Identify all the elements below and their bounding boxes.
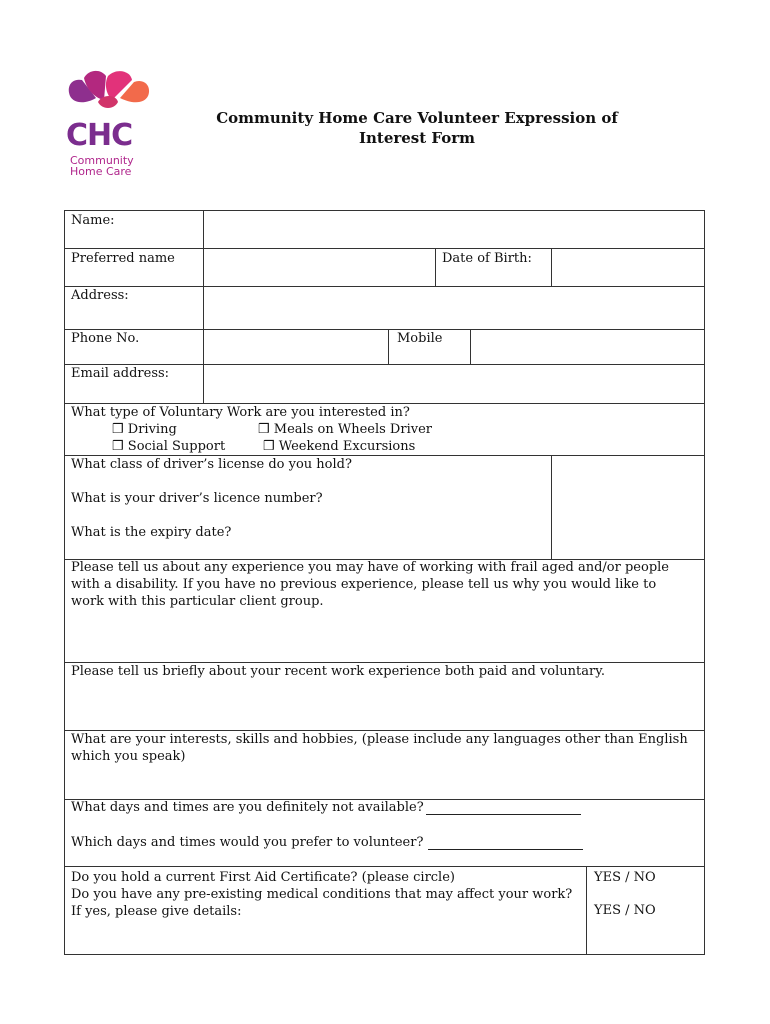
address-label: Address: [71, 288, 129, 303]
form-title [200, 108, 634, 148]
option-social-support[interactable] [112, 438, 225, 455]
option-driving-label: Driving [127, 422, 177, 437]
checkbox-icon[interactable]: ❒ [263, 439, 275, 454]
first-aid-question: Do you hold a current First Aid Certificate? (please circle) [71, 870, 455, 885]
form-title-line2: Interest Form [358, 129, 476, 147]
date-of-birth-input[interactable] [552, 249, 704, 286]
option-weekend-excursions[interactable] [263, 438, 415, 455]
checkbox-icon[interactable]: ❒ [258, 422, 270, 437]
checkbox-icon[interactable]: ❒ [112, 422, 124, 437]
table-border [64, 210, 65, 955]
phone-input[interactable] [204, 330, 388, 364]
recent-work-input[interactable] [65, 690, 704, 730]
details-prompt: If yes, please give details: [71, 904, 242, 919]
name-label: Name: [71, 213, 115, 228]
table-border [64, 954, 705, 955]
prefer-volunteer-question: Which days and times would you prefer to volunteer? [71, 835, 424, 850]
license-class-question: What class of driver’s license do you hold? [71, 457, 352, 472]
checkbox-icon[interactable]: ❒ [112, 439, 124, 454]
logo-subtitle-line2: Home Care [70, 165, 132, 178]
logo-text: CHC [66, 118, 133, 153]
first-aid-yes-no[interactable]: YES / NO [594, 870, 656, 885]
volunteer-form-table [64, 210, 704, 955]
interests-question-line2: which you speak) [71, 749, 186, 764]
column-divider [586, 866, 587, 955]
medical-details-input[interactable] [65, 920, 586, 954]
email-label: Email address: [71, 366, 170, 381]
option-meals-on-wheels[interactable] [258, 421, 432, 438]
interests-input[interactable] [65, 775, 704, 799]
option-social-label: Social Support [127, 439, 226, 454]
not-available-answer-line[interactable] [426, 814, 581, 815]
mobile-input[interactable] [471, 330, 704, 364]
experience-question-line2: with a disability. If you have no previous experience, please tell us why you would like to [71, 577, 657, 592]
logo-subtitle [70, 155, 134, 177]
dob-label: Date of Birth: [442, 251, 532, 266]
medical-yes-no[interactable]: YES / NO [594, 903, 656, 918]
preferred-name-input[interactable] [204, 249, 435, 286]
email-input[interactable] [204, 365, 704, 403]
option-weekend-label: Weekend Excursions [278, 439, 416, 454]
column-divider [435, 248, 436, 286]
chc-logo [62, 66, 162, 186]
heart-petals-icon [62, 66, 162, 118]
experience-question-line1: Please tell us about any experience you may have of working with frail aged and/or people [71, 560, 669, 575]
form-title-line1: Community Home Care Volunteer Expression of [216, 109, 618, 127]
option-meals-label: Meals on Wheels Driver [273, 422, 432, 437]
license-number-question: What is your driver’s licence number? [71, 491, 323, 506]
voluntary-work-question: What type of Voluntary Work are you interested in? [71, 405, 410, 420]
experience-question-line3: work with this particular client group. [71, 594, 324, 609]
table-border [704, 210, 705, 955]
recent-work-question: Please tell us briefly about your recent work experience both paid and voluntary. [71, 664, 605, 679]
not-available-question: What days and times are you definitely not available? [71, 800, 424, 815]
phone-label: Phone No. [71, 331, 140, 346]
interests-question-line1: What are your interests, skills and hobbies, (please include any languages other than English [71, 732, 688, 747]
preferred-name-label: Preferred name [71, 251, 175, 266]
experience-input[interactable] [65, 605, 704, 662]
license-details-input[interactable] [552, 456, 704, 559]
address-input[interactable] [204, 287, 704, 329]
logo-subtitle-line1: Community [70, 154, 134, 167]
medical-question: Do you have any pre-existing medical conditions that may affect your work? [71, 887, 573, 902]
column-divider [388, 329, 389, 364]
row-divider [64, 866, 704, 867]
expiry-question: What is the expiry date? [71, 525, 232, 540]
name-input[interactable] [204, 211, 704, 248]
mobile-label: Mobile [397, 331, 443, 346]
prefer-volunteer-answer-line[interactable] [428, 849, 583, 850]
option-driving[interactable] [112, 421, 177, 438]
